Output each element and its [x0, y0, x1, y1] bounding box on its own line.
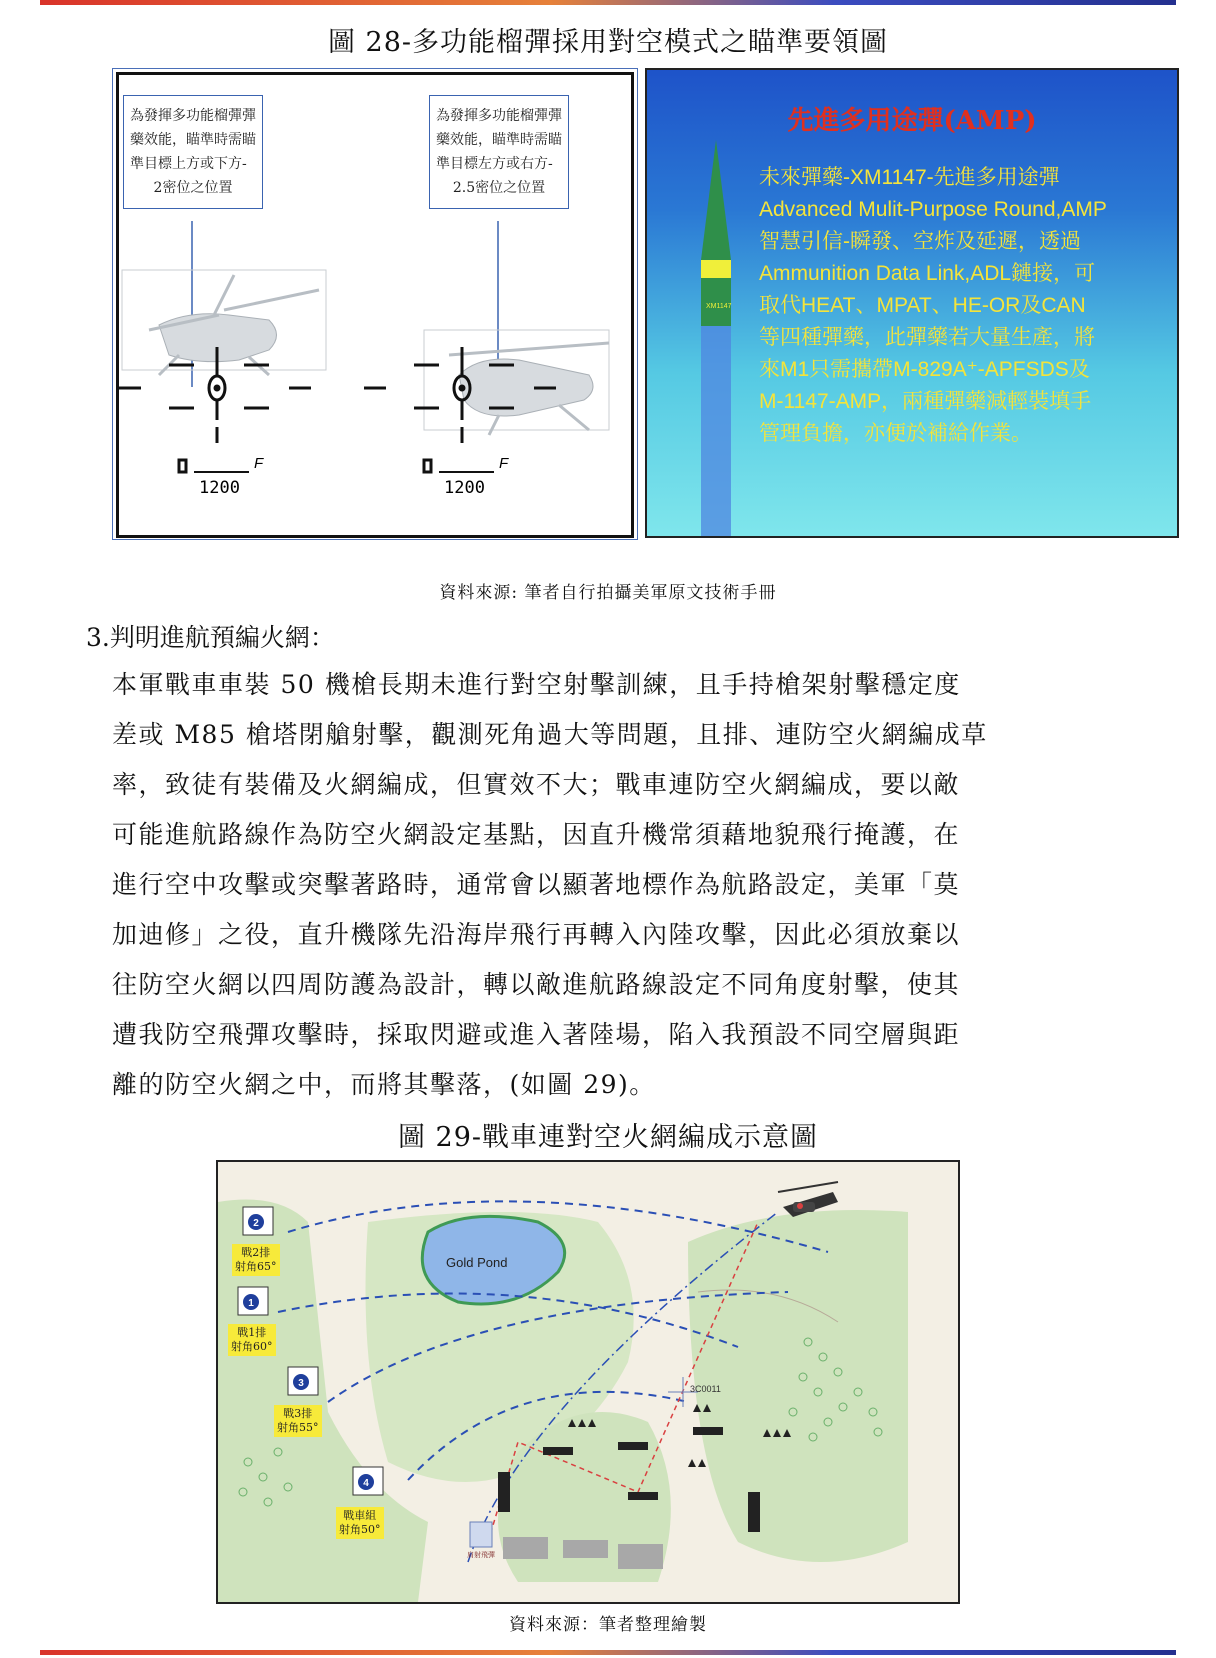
- amp-line: Advanced Mulit-Purpose Round,AMP: [759, 198, 1107, 221]
- right-callout-line: 為發揮多功能榴彈彈: [436, 108, 562, 124]
- fire-net-map: [216, 1160, 960, 1604]
- body-line: 加迪修」之役，直升機隊先沿海岸飛行再轉入內陸攻擊，因此必須放棄以: [112, 920, 961, 949]
- right-callout-line: 準目標左方或右方-: [436, 156, 553, 172]
- amp-line: Ammunition Data Link,ADL鏈接，可: [759, 262, 1096, 285]
- unit-label-line: 射角55°: [277, 1421, 319, 1434]
- body-line: 進行空中攻擊或突擊著路時，通常會以顯著地標作為航路設定，美軍「莫: [112, 870, 961, 899]
- amp-title: 先進多用途彈(AMP): [787, 106, 1037, 136]
- body-line: 率，致徒有裝備及火網編成，但實效不大；戰車連防空火網編成，要以敵: [112, 770, 961, 799]
- unit-label-line: 射角60°: [231, 1340, 273, 1353]
- section-body: [112, 660, 1122, 1110]
- scale-right-label-right: F: [499, 455, 509, 472]
- helicopter-silhouette-right: [424, 330, 609, 435]
- reticle-diagram-frame: [116, 72, 634, 538]
- unit-number: 2: [253, 1218, 259, 1229]
- figure-28-title: 圖 28-多功能榴彈採用對空模式之瞄準要領圖: [327, 27, 889, 58]
- body-line: 差或 M85 槍塔閉艙射擊，觀測死角過大等問題，且排、連防空火網編成草: [112, 720, 988, 749]
- range-label-right: 1200: [444, 478, 485, 498]
- left-callout-line: 為發揮多功能榴彈彈: [130, 108, 256, 124]
- amp-line: 管理負擔，亦便於補給作業。: [759, 422, 1032, 445]
- helicopter-silhouette-left: [122, 270, 326, 375]
- body-line: 可能進航路線作為防空火網設定基點，因直升機常須藉地貌飛行掩護，在: [112, 820, 961, 849]
- scale-right-label-left: F: [254, 455, 264, 472]
- grid-label: 3C0011: [690, 1384, 721, 1394]
- amp-info-panel: [645, 68, 1179, 538]
- unit-number: 3: [298, 1378, 304, 1389]
- amp-line: 來M1只需攜帶M-829A⁺-APFSDS及: [759, 358, 1090, 381]
- unit-1-label: [228, 1324, 276, 1356]
- unit-label-line: 戰3排: [283, 1407, 313, 1420]
- bottom-rule: [40, 1650, 1176, 1655]
- unit-2-label: [232, 1244, 280, 1276]
- reticle-graphics: [119, 75, 631, 535]
- range-label-left: 1200: [199, 478, 240, 498]
- unit-label-line: 戰車組: [343, 1509, 377, 1522]
- map-graphics: [218, 1162, 958, 1602]
- body-line: 往防空火網以四周防護為設計，轉以敵進航路線設定不同角度射擊，使其: [112, 970, 961, 999]
- figure-28-source: 資料來源: 筆者自行拍攝美軍原文技術手冊: [439, 583, 777, 603]
- body-line: 遭我防空飛彈攻擊時，採取閃避或進入著陸場，陷入我預設不同空層與距: [112, 1020, 961, 1049]
- unit-label-line: 射角50°: [339, 1523, 381, 1536]
- pond-label: Gold Pond: [446, 1255, 508, 1270]
- right-callout-line: 藥效能，瞄準時需瞄: [436, 132, 562, 148]
- round-marking: XM1147: [706, 303, 732, 310]
- body-line: 本軍戰車車裝 50 機槍長期未進行對空射擊訓練，且手持槍架射擊穩定度: [112, 670, 961, 699]
- amp-description: [759, 162, 1169, 450]
- left-callout-line: 藥效能，瞄準時需瞄: [130, 132, 256, 148]
- reticle-left: [119, 347, 311, 472]
- left-callout-line: 準目標上方或下方-: [130, 156, 247, 172]
- unit-number: 1: [248, 1298, 254, 1309]
- amp-line: 等四種彈藥，此彈藥若大量生產，將: [759, 326, 1095, 349]
- section-heading: 3.判明進航預編火網：: [86, 623, 335, 652]
- top-rule: [40, 0, 1176, 5]
- reticle-diagram: [112, 68, 638, 540]
- unit-number: 4: [363, 1478, 369, 1489]
- sam-site-marker: [467, 1522, 495, 1559]
- unit-label-line: 射角65°: [235, 1260, 277, 1273]
- unit-label-line: 戰2排: [241, 1246, 271, 1259]
- right-callout-line: 2.5密位之位置: [452, 180, 546, 196]
- figure-29-title: 圖 29-戰車連對空火網編成示意圖: [397, 1122, 819, 1153]
- amp-line: 取代HEAT、MPAT、HE-OR及CAN: [759, 294, 1086, 317]
- unit-4-label: [336, 1507, 384, 1539]
- unit-3-label: [274, 1405, 322, 1437]
- sam-label: 肩射飛彈: [467, 1551, 495, 1559]
- left-callout-line: 2密位之位置: [153, 180, 233, 196]
- amp-line: M-1147-AMP，兩種彈藥減輕裝填手: [759, 390, 1092, 413]
- amp-round-icon: [661, 140, 771, 540]
- figure-29-source: 資料來源：筆者整理繪製: [509, 1615, 707, 1635]
- amp-line: 未來彈藥-XM1147-先進多用途彈: [759, 166, 1060, 189]
- unit-label-line: 戰1排: [237, 1326, 267, 1339]
- body-line: 離的防空火網之中，而將其擊落，(如圖 29)。: [112, 1070, 656, 1099]
- amp-line: 智慧引信-瞬發、空炸及延遲，透過: [759, 230, 1081, 253]
